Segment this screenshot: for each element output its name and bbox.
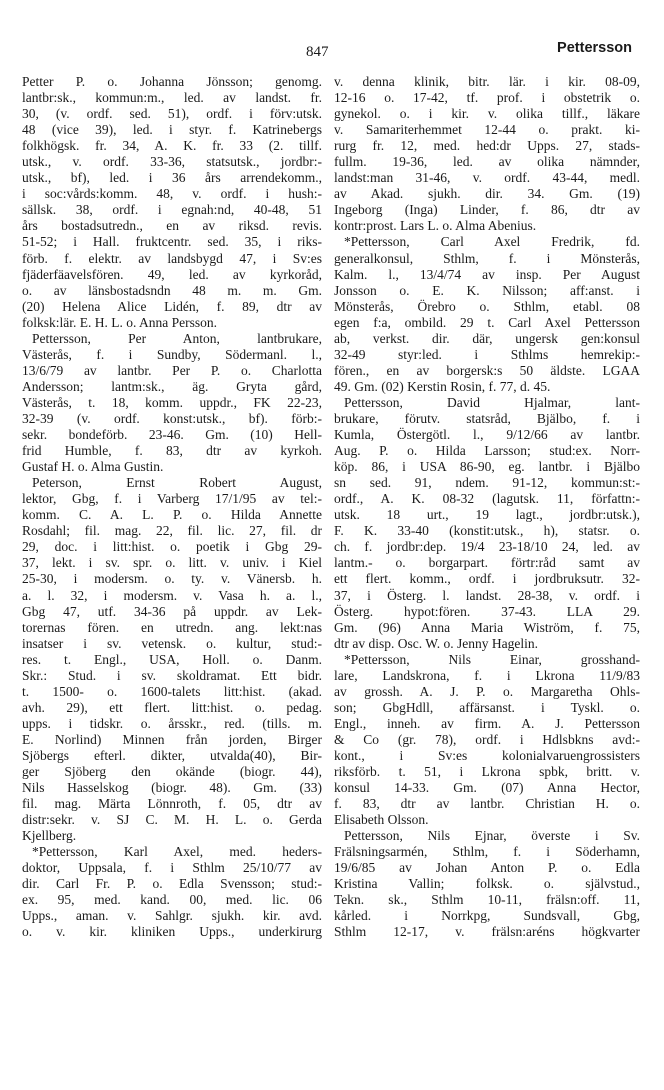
- text-line: 48 (vice 39), led. i styr. f. Katrinebergs: [22, 122, 322, 138]
- text-line: kontr:prost. Lars L. o. Alma Abenius.: [334, 218, 537, 234]
- text-line: lare, Landskrona, f. i Lkrona 11/9/83: [334, 667, 640, 683]
- text-line: sekr. bondeförb. 23-46. Gm. (10) Hell-: [22, 427, 322, 443]
- text-line: egen f:a, ombild. 29 t. Carl Axel Pettersson: [334, 314, 640, 330]
- text-line: insatser i sv. vetensk. o. kultur, stud:-: [22, 635, 322, 651]
- text-line: rurg fr. 12, med. hed:dr Upps. 27, stads-: [334, 138, 640, 154]
- text-line: fullm. 19-36, led. av olika nämnder,: [334, 154, 640, 170]
- right-column: [334, 74, 640, 941]
- text-line: 37, lekt. i sv. spr. o. litt. v. univ. i Kiel: [22, 555, 322, 571]
- text-line: utsk., bf), led. i 36 års arrendekomm.,: [22, 170, 322, 186]
- text-line: landst:man 31-46, v. ordf. 43-44, medl.: [334, 170, 640, 186]
- text-line: av Akad. sjukh. dir. 34. Gm. (19): [334, 186, 640, 202]
- text-line: Upps., aman. v. Sahlgr. sjukh. kir. avd.: [22, 908, 322, 924]
- text-line: Andersson; lantm:sk., äg. Gryta gård,: [22, 378, 322, 394]
- entry-headword-line: *Pettersson, Karl Axel, med. heders-: [32, 844, 322, 860]
- text-line: a. l. 32, i modersm. v. Vasa h. a. l.,: [22, 587, 322, 603]
- text-line: köp. 86, i USA 86-90, eg. lantbr. i Bjälbo: [334, 459, 640, 475]
- text-line: brukare, förutv. statsråd, Bjälbo, f. i: [334, 410, 640, 426]
- text-line: v. denna klinik, bitr. lär. i kir. 08-09,: [334, 74, 640, 89]
- text-line: sn sed. 91, ndem. 91-12, kommun:st:-: [334, 475, 640, 491]
- text-line: gynekol. o. i kir. v. olika tillf., läkare: [334, 106, 640, 122]
- text-line: Aug. P. o. Hilda Larsson; stud:ex. Norr-: [334, 443, 640, 459]
- text-line: 32-39 (v. ordf. konst:utsk., bf). förb:-: [22, 410, 322, 426]
- text-line: F. K. 33-40 (konstit:utsk., h), statsr. o.: [334, 523, 640, 539]
- text-line: E. Norlind) Minnen från jorden, Birger: [22, 731, 322, 747]
- text-line: 29, doc. i litt:hist. o. poetik i Gbg 29-: [22, 539, 322, 555]
- text-line: fil. mag. Märta Lönnroth, f. 05, dtr av: [22, 796, 322, 812]
- entry-headword-line: Pettersson, Per Anton, lantbrukare,: [32, 330, 322, 346]
- text-line: & Co (gr. 78), ordf. i Hdlsbkns avd:-: [334, 731, 640, 747]
- text-line: ex. 95, med. kand. 00, med. lic. 06: [22, 892, 322, 908]
- text-line: folksk:lär. E. H. L. o. Anna Persson.: [22, 314, 217, 330]
- text-line: distr:sekr. v. SJ C. M. H. L. o. Gerda: [22, 812, 322, 828]
- text-line: frid Humble, f. 83, dtr av kyrkoh.: [22, 443, 322, 459]
- text-line: Sjöbergs efterl. dikter, utvalda(40), Bir-: [22, 747, 322, 763]
- text-line: sällsk. 38, ordf. i egnah:nd, 40-48, 51: [22, 202, 322, 218]
- text-line: Sthlm 12-17, v. frälsn:aréns högkvarter: [334, 924, 640, 940]
- text-line: Skr.: Stud. i sv. skoldramat. Ett bidr.: [22, 667, 322, 683]
- text-line: upps. i tidskr. o. årsskr., red. (tills. m.: [22, 715, 322, 731]
- text-line: Gm. (96) Anna Maria Wiström, f. 75,: [334, 619, 640, 635]
- running-head: Pettersson: [557, 40, 632, 56]
- text-line: 37, i Österg. l. landst. 28-38, v. ordf. i: [334, 587, 640, 603]
- page-number: 847: [306, 44, 329, 60]
- text-line: ett flert. komm., ordf. i jordbruksutr. 32-: [334, 571, 640, 587]
- text-line: generalkonsul, Sthlm, f. i Mönsterås,: [334, 250, 640, 266]
- text-line: Ingeborg (Inga) Linder, f. 86, dtr av: [334, 202, 640, 218]
- text-line: av grossh. A. J. P. o. Margaretha Ohls-: [334, 683, 640, 699]
- text-line: Petter P. o. Johanna Jönsson; genomg.: [22, 74, 322, 89]
- text-line: utsk. 18 urt., 19 lagt., jordbr:utsk.),: [334, 507, 640, 523]
- text-line: komm. C. A. L. P. o. Hilda Annette: [22, 507, 322, 523]
- text-line: fjäderfäavelsfören. 49, led. av kyrkoråd,: [22, 266, 322, 282]
- entry-headword-line: *Pettersson, Carl Axel Fredrik, fd.: [344, 234, 640, 250]
- text-line: lantm.- o. borgarpart. förtr:råd samt av: [334, 555, 640, 571]
- text-line: Gustaf H. o. Alma Gustin.: [22, 459, 164, 475]
- text-line: Kristina Vallin; folksk. o. självstud.,: [334, 876, 640, 892]
- text-line: res. t. Engl., USA, Holl. o. Danm.: [22, 651, 322, 667]
- text-line: avh. 29), ett flert. litt:hist. o. pedag.: [22, 699, 322, 715]
- text-line: 25-30, i modersm. o. ty. v. Vänersb. h.: [22, 571, 322, 587]
- text-line: lantbr:sk., kommun:m., led. av landst. fr.: [22, 90, 322, 106]
- text-line: kårled. i Norrkpg, Sundsvall, Gbg,: [334, 908, 640, 924]
- text-line: 32-49 styr:led. i Sthlms hemrekip:-: [334, 346, 640, 362]
- text-line: riksförb. t. 51, i Lkrona spbk, britt. v.: [334, 764, 640, 780]
- text-line: dtr av disp. Osc. W. o. Jenny Hagelin.: [334, 635, 538, 651]
- text-line: års bostadsutredn., en av riksd. revis.: [22, 218, 322, 234]
- text-line: Västerås, f. i Sundby, Södermanl. l.,: [22, 346, 322, 362]
- text-line: fören., en av borgersk:s 50 äldste. LGAA: [334, 362, 640, 378]
- text-line: Engl., inneh. av firm. A. J. Pettersson: [334, 715, 640, 731]
- entry-headword-line: *Pettersson, Nils Einar, grosshand-: [344, 651, 640, 667]
- text-line: f. 83, dtr av lantbr. Christian H. o.: [334, 796, 640, 812]
- text-line: Rosdahl; fil. mag. 22, fil. lic. 27, fil. dr: [22, 523, 322, 539]
- text-line: förb. f. elektr. av landsbygd 47, i Sv:es: [22, 250, 322, 266]
- text-line: i soc:vårds:komm. 48, v. ordf. i hush:-: [22, 186, 322, 202]
- text-line: Nils Hasselskog (biogr. 48). Gm. (33): [22, 780, 322, 796]
- text-line: ch. f. jordbr:dep. 19/4 23-18/10 24, led. av: [334, 539, 640, 555]
- text-line: lektor, Gbg, f. i Varberg 17/1/95 av tel:-: [22, 491, 322, 507]
- text-line: ordf., A. K. 08-32 (lagutsk. 11, författn:-: [334, 491, 640, 507]
- text-line: son; GbgHdll, affärsanst. i Tyskl. o.: [334, 699, 640, 715]
- entry-headword-line: Pettersson, David Hjalmar, lant-: [344, 394, 640, 410]
- text-line: Jonsson o. E. K. Nilsson; aff:anst. i: [334, 282, 640, 298]
- text-line: 12-16 o. 17-42, tf. prof. i obstetrik o.: [334, 90, 640, 106]
- text-line: 19/6/85 av Johan Anton P. o. Edla: [334, 860, 640, 876]
- text-line: ab, verkst. dir. där, ungersk gen:konsul: [334, 330, 640, 346]
- text-line: (20) Helena Alice Lidén, f. 89, dtr av: [22, 298, 322, 314]
- entry-headword-line: Peterson, Ernst Robert August,: [32, 475, 322, 491]
- left-column: [22, 74, 322, 941]
- text-line: 49. Gm. (02) Kerstin Rosin, f. 77, d. 45.: [334, 378, 551, 394]
- text-line: v. Samariterhemmet 12-44 o. prakt. ki-: [334, 122, 640, 138]
- text-line: utsk., v. ordf. 33-36, statsutsk., jordbr:-: [22, 154, 322, 170]
- entry-headword-line: Pettersson, Nils Ejnar, överste i Sv.: [344, 828, 640, 844]
- text-line: 51-52; i Hall. fruktcentr. sed. 35, i riks-: [22, 234, 322, 250]
- text-line: konsul 14-33. Gm. (07) Anna Hector,: [334, 780, 640, 796]
- text-line: Frälsningsarmén, Sthlm, f. i Söderhamn,: [334, 844, 640, 860]
- text-line: o. av länsbostadsndn 48 m. m. Gm.: [22, 282, 322, 298]
- text-line: Västerås, t. 18, komm. uppdr., FK 22-23,: [22, 394, 322, 410]
- text-line: 13/6/79 av lantbr. Per P. o. Charlotta: [22, 362, 322, 378]
- text-line: Kalm. l., 13/4/74 av insp. Per August: [334, 266, 640, 282]
- text-line: Tekn. sk., Sthlm 10-11, frälsn:off. 11,: [334, 892, 640, 908]
- text-line: o. v. kir. kliniken Upps., underkirurg: [22, 924, 322, 940]
- text-line: Österg. hypot:fören. 37-43. LLA 29.: [334, 603, 640, 619]
- text-line: Elisabeth Olsson.: [334, 812, 429, 828]
- text-line: kont., i Sv:es kolonialvaruengrossisters: [334, 747, 640, 763]
- text-line: Gbg 47, utf. 34-36 på uppdr. av Lek-: [22, 603, 322, 619]
- text-line: Kumla, Östergötl. l., 9/12/66 av lantbr.: [334, 427, 640, 443]
- text-line: Mönsterås, Örebro o. Sthlm, etabl. 08: [334, 298, 640, 314]
- text-line: ger Sjöberg den okände (biogr. 44),: [22, 764, 322, 780]
- text-line: torernas fören. en utredn. ang. lekt:nas: [22, 619, 322, 635]
- text-line: dir. Carl Fr. P. o. Edla Svensson; stud:-: [22, 876, 322, 892]
- text-line: doktor, Uppsala, f. i Sthlm 25/10/77 av: [22, 860, 322, 876]
- text-line: t. 1500- o. 1600-talets litt:hist. (akad.: [22, 683, 322, 699]
- text-line: folkhögsk. fr. 34, A. K. fr. 33 (2. tillf.: [22, 138, 322, 154]
- text-line: Kjellberg.: [22, 828, 77, 844]
- text-line: 30, (v. ordf. sed. 51), ordf. i förv:utsk.: [22, 106, 322, 122]
